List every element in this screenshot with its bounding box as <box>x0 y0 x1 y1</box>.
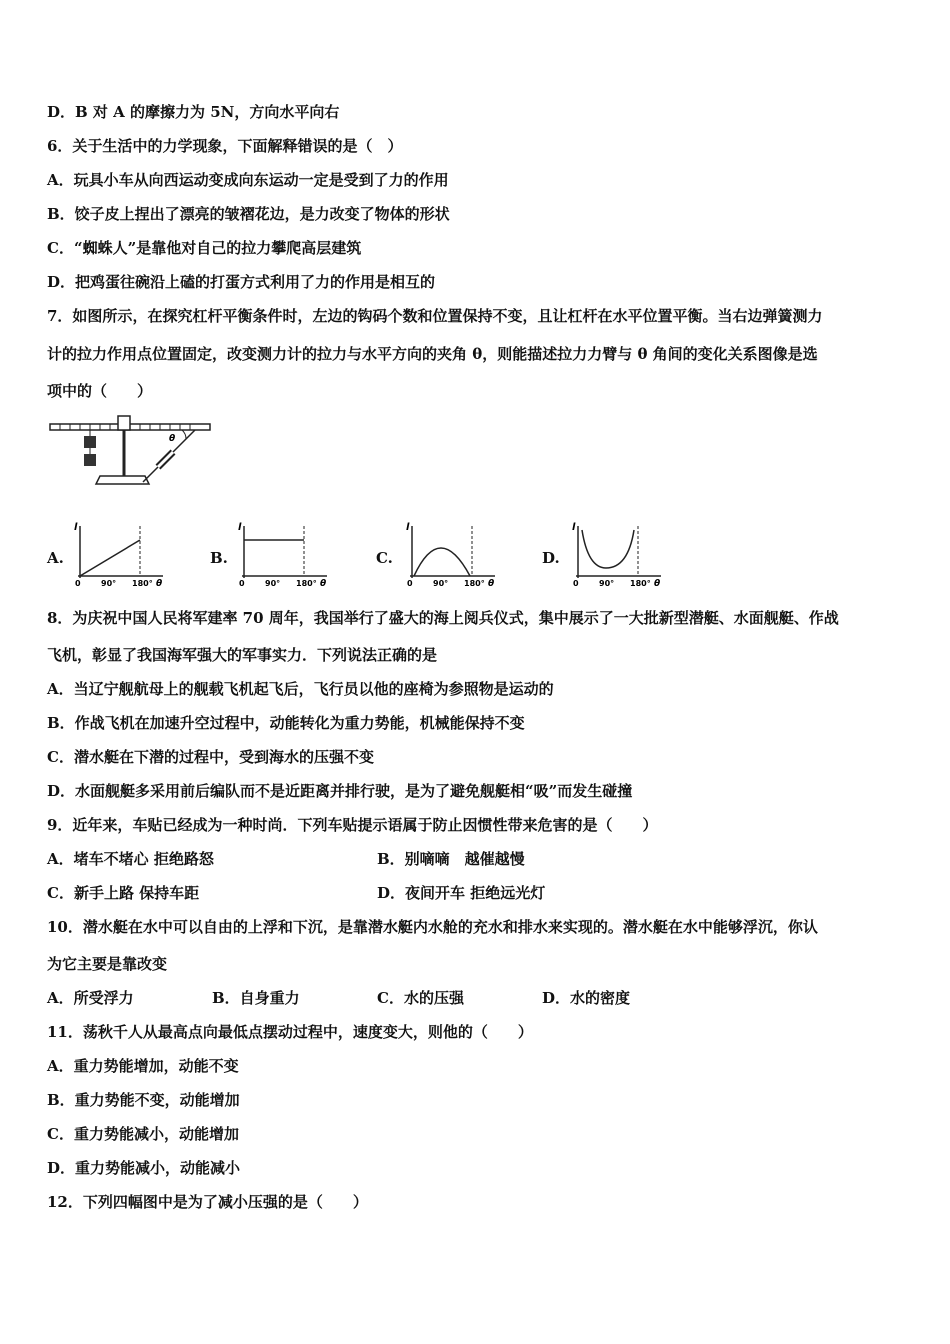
q11-option-d: D．重力势能减小，动能减小 <box>47 1159 241 1177</box>
q11-stem: 11．荡秋千人从最高点向最低点摆动过程中，速度变大，则他的（ ） <box>47 1023 533 1041</box>
q8-option-c: C．潜水艇在下潜的过程中，受到海水的压强不变 <box>47 748 374 766</box>
end-tick-label: 180° <box>630 579 651 588</box>
graph-d-curve <box>582 530 634 568</box>
end-tick-label: 180° <box>132 579 153 588</box>
q7-option-a-label: A. <box>47 549 64 567</box>
q7-graph-c <box>400 520 510 590</box>
y-axis-label: l <box>406 522 410 533</box>
mid-tick-label: 90° <box>265 579 281 588</box>
q7-stem-line-1: 7．如图所示，在探究杠杆平衡条件时，左边的钩码个数和位置保持不变，且让杠杆在水平位置平衡。当右边弹簧测力 <box>47 307 823 325</box>
mid-tick-label: 90° <box>433 579 449 588</box>
q7-stem-line-2: 计的拉力作用点位置固定，改变测力计的拉力与水平方向的夹角 θ，则能描述拉力力臂与 θ 角间的变化关系图像是选 <box>47 345 818 363</box>
q9-option-a: A．堵车不堵心 拒绝路怒 <box>47 850 214 868</box>
x-axis-label: θ <box>320 579 327 589</box>
q10-option-a: A．所受浮力 <box>47 989 134 1007</box>
q9-option-b: B．别嘀嘀 越催越慢 <box>377 850 525 868</box>
q7-graph-d <box>566 520 676 590</box>
q8-option-a: A．当辽宁舰航母上的舰载飞机起飞后，飞行员以他的座椅为参照物是运动的 <box>47 680 554 698</box>
q8-stem-line-1: 8．为庆祝中国人民将军建率 70 周年，我国举行了盛大的海上阅兵仪式，集中展示了一大批新型潜艇、水面舰艇、作战 <box>47 609 839 627</box>
q6-stem: 6．关于生活中的力学现象，下面解释错误的是（ ） <box>47 137 403 155</box>
q7-stem-line-3: 项中的（ ） <box>47 382 153 400</box>
origin-label: 0 <box>75 579 81 588</box>
mid-tick-label: 90° <box>101 579 117 588</box>
origin-label: 0 <box>407 579 413 588</box>
q10-option-c: C．水的压强 <box>377 989 464 1007</box>
graph-c-curve <box>414 548 470 576</box>
q6-option-a: A．玩具小车从向西运动变成向东运动一定是受到了力的作用 <box>47 171 449 189</box>
q7-option-b-label: B. <box>210 549 228 567</box>
mid-tick-label: 90° <box>599 579 615 588</box>
q10-option-b: B．自身重力 <box>212 989 300 1007</box>
q7-graph-b <box>232 520 342 590</box>
x-axis-label: θ <box>654 579 661 589</box>
q10-option-d: D．水的密度 <box>542 989 631 1007</box>
q10-stem-line-2: 为它主要是靠改变 <box>47 955 168 973</box>
y-axis-label: l <box>572 522 576 533</box>
origin-label: 0 <box>573 579 579 588</box>
x-axis-label: θ <box>156 579 163 589</box>
end-tick-label: 180° <box>296 579 317 588</box>
q6-option-c: C．“蜘蛛人”是靠他对自己的拉力攀爬高层建筑 <box>47 239 362 257</box>
q7-option-c-label: C. <box>376 549 393 567</box>
lever-apparatus-figure <box>45 412 215 490</box>
q11-option-a: A．重力势能增加，动能不变 <box>47 1057 239 1075</box>
end-tick-label: 180° <box>464 579 485 588</box>
graph-a-curve <box>80 540 140 576</box>
y-axis-label: l <box>74 522 78 533</box>
y-axis-label: l <box>238 522 242 533</box>
q11-option-b: B．重力势能不变，动能增加 <box>47 1091 240 1109</box>
q9-option-d: D．夜间开车 拒绝远光灯 <box>377 884 546 902</box>
q7-option-d-label: D. <box>542 549 560 567</box>
q8-option-d: D．水面舰艇多采用前后编队而不是近距离并排行驶，是为了避免舰艇相“吸”而发生碰撞 <box>47 782 633 800</box>
q8-option-b: B．作战飞机在加速升空过程中，动能转化为重力势能，机械能保持不变 <box>47 714 525 732</box>
q9-option-c: C．新手上路 保持车距 <box>47 884 200 902</box>
q6-option-d: D．把鸡蛋往碗沿上磕的打蛋方式利用了力的作用是相互的 <box>47 273 436 291</box>
q7-graph-a <box>68 520 178 590</box>
q5-option-d: D．B 对 A 的摩擦力为 5N，方向水平向右 <box>47 103 340 121</box>
q12-stem: 12．下列四幅图中是为了减小压强的是（ ） <box>47 1193 368 1211</box>
q8-stem-line-2: 飞机，彰显了我国海军强大的军事实力．下列说法正确的是 <box>47 646 438 664</box>
q6-option-b: B．饺子皮上捏出了漂亮的皱褶花边，是力改变了物体的形状 <box>47 205 450 223</box>
q11-option-c: C．重力势能减小，动能增加 <box>47 1125 239 1143</box>
origin-label: 0 <box>239 579 245 588</box>
theta-label: θ <box>169 434 176 444</box>
q10-stem-line-1: 10．潜水艇在水中可以自由的上浮和下沉，是靠潜水艇内水舱的充水和排水来实现的。潜水艇在水中能够浮沉，你认 <box>47 918 818 936</box>
q9-stem: 9．近年来，车贴已经成为一种时尚．下列车贴提示语属于防止因惯性带来危害的是（ ） <box>47 816 658 834</box>
x-axis-label: θ <box>488 579 495 589</box>
